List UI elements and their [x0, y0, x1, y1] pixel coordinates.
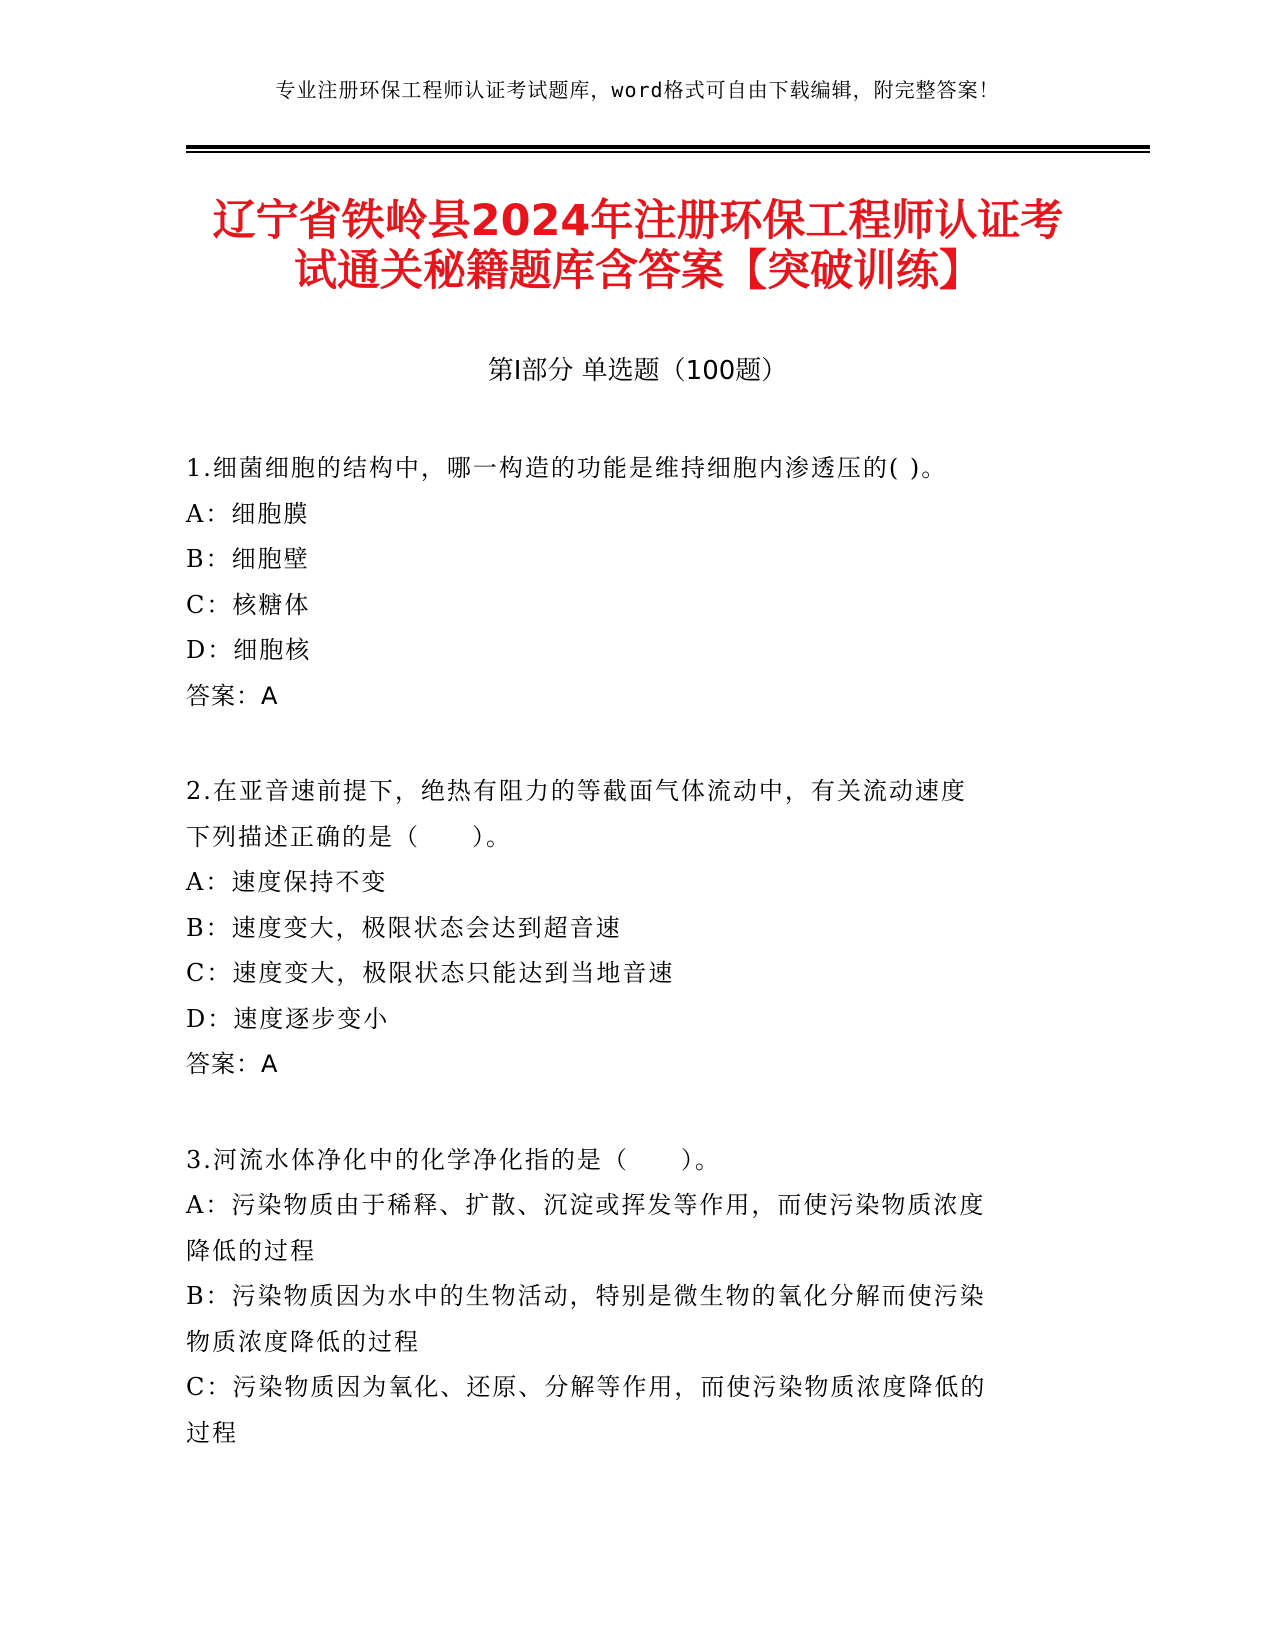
question-1 [186, 446, 1076, 719]
question-stem: 3.河流水体净化中的化学净化指的是（ ）。 [186, 1145, 721, 1174]
question-2 [186, 769, 1076, 1088]
option-b-continued: 物质浓度降低的过程 [186, 1327, 420, 1356]
answer: 答案：A [186, 681, 279, 710]
document-title [186, 196, 1090, 296]
option-a: A：速度保持不变 [186, 868, 388, 896]
header-note: 专业注册环保工程师认证考试题库，word格式可自由下载编辑，附完整答案！ [275, 78, 1000, 102]
option-b: B：速度变大，极限状态会达到超音速 [186, 913, 622, 942]
option-c-continued: 过程 [186, 1418, 238, 1447]
question-stem-continued: 下列描述正确的是（ ）。 [186, 822, 512, 851]
option-d: D：细胞核 [186, 636, 312, 664]
option-c: C：核糖体 [186, 590, 311, 619]
document-title-line-2: 试通关秘籍题库含答案【突破训练】 [294, 246, 982, 296]
answer: 答案：A [186, 1050, 279, 1078]
section-title: 第Ⅰ部分 单选题（100题） [487, 356, 788, 386]
option-a: A：细胞膜 [186, 499, 310, 528]
option-c: C：速度变大，极限状态只能达到当地音速 [186, 959, 675, 987]
question-3 [186, 1138, 1076, 1457]
question-stem: 1.细菌细胞的结构中，哪一构造的功能是维持细胞内渗透压的( )。 [186, 454, 948, 482]
header-divider-thin [186, 151, 1150, 153]
header-divider-thick [186, 145, 1150, 149]
option-b: B：污染物质因为水中的生物活动，特别是微生物的氧化分解而使污染 [186, 1282, 986, 1310]
document-title-line-1: 辽宁省铁岭县2024年注册环保工程师认证考 [212, 196, 1064, 246]
option-c: C：污染物质因为氧化、还原、分解等作用，而使污染物质浓度降低的 [186, 1373, 987, 1401]
option-b: B：细胞壁 [186, 545, 310, 573]
option-a: A：污染物质由于稀释、扩散、沉淀或挥发等作用，而使污染物质浓度 [186, 1191, 986, 1219]
question-stem: 2.在亚音速前提下，绝热有阻力的等截面气体流动中，有关流动速度 [186, 777, 967, 805]
question-list [186, 446, 1076, 1506]
option-d: D：速度逐步变小 [186, 1004, 390, 1033]
option-a-continued: 降低的过程 [186, 1236, 316, 1265]
